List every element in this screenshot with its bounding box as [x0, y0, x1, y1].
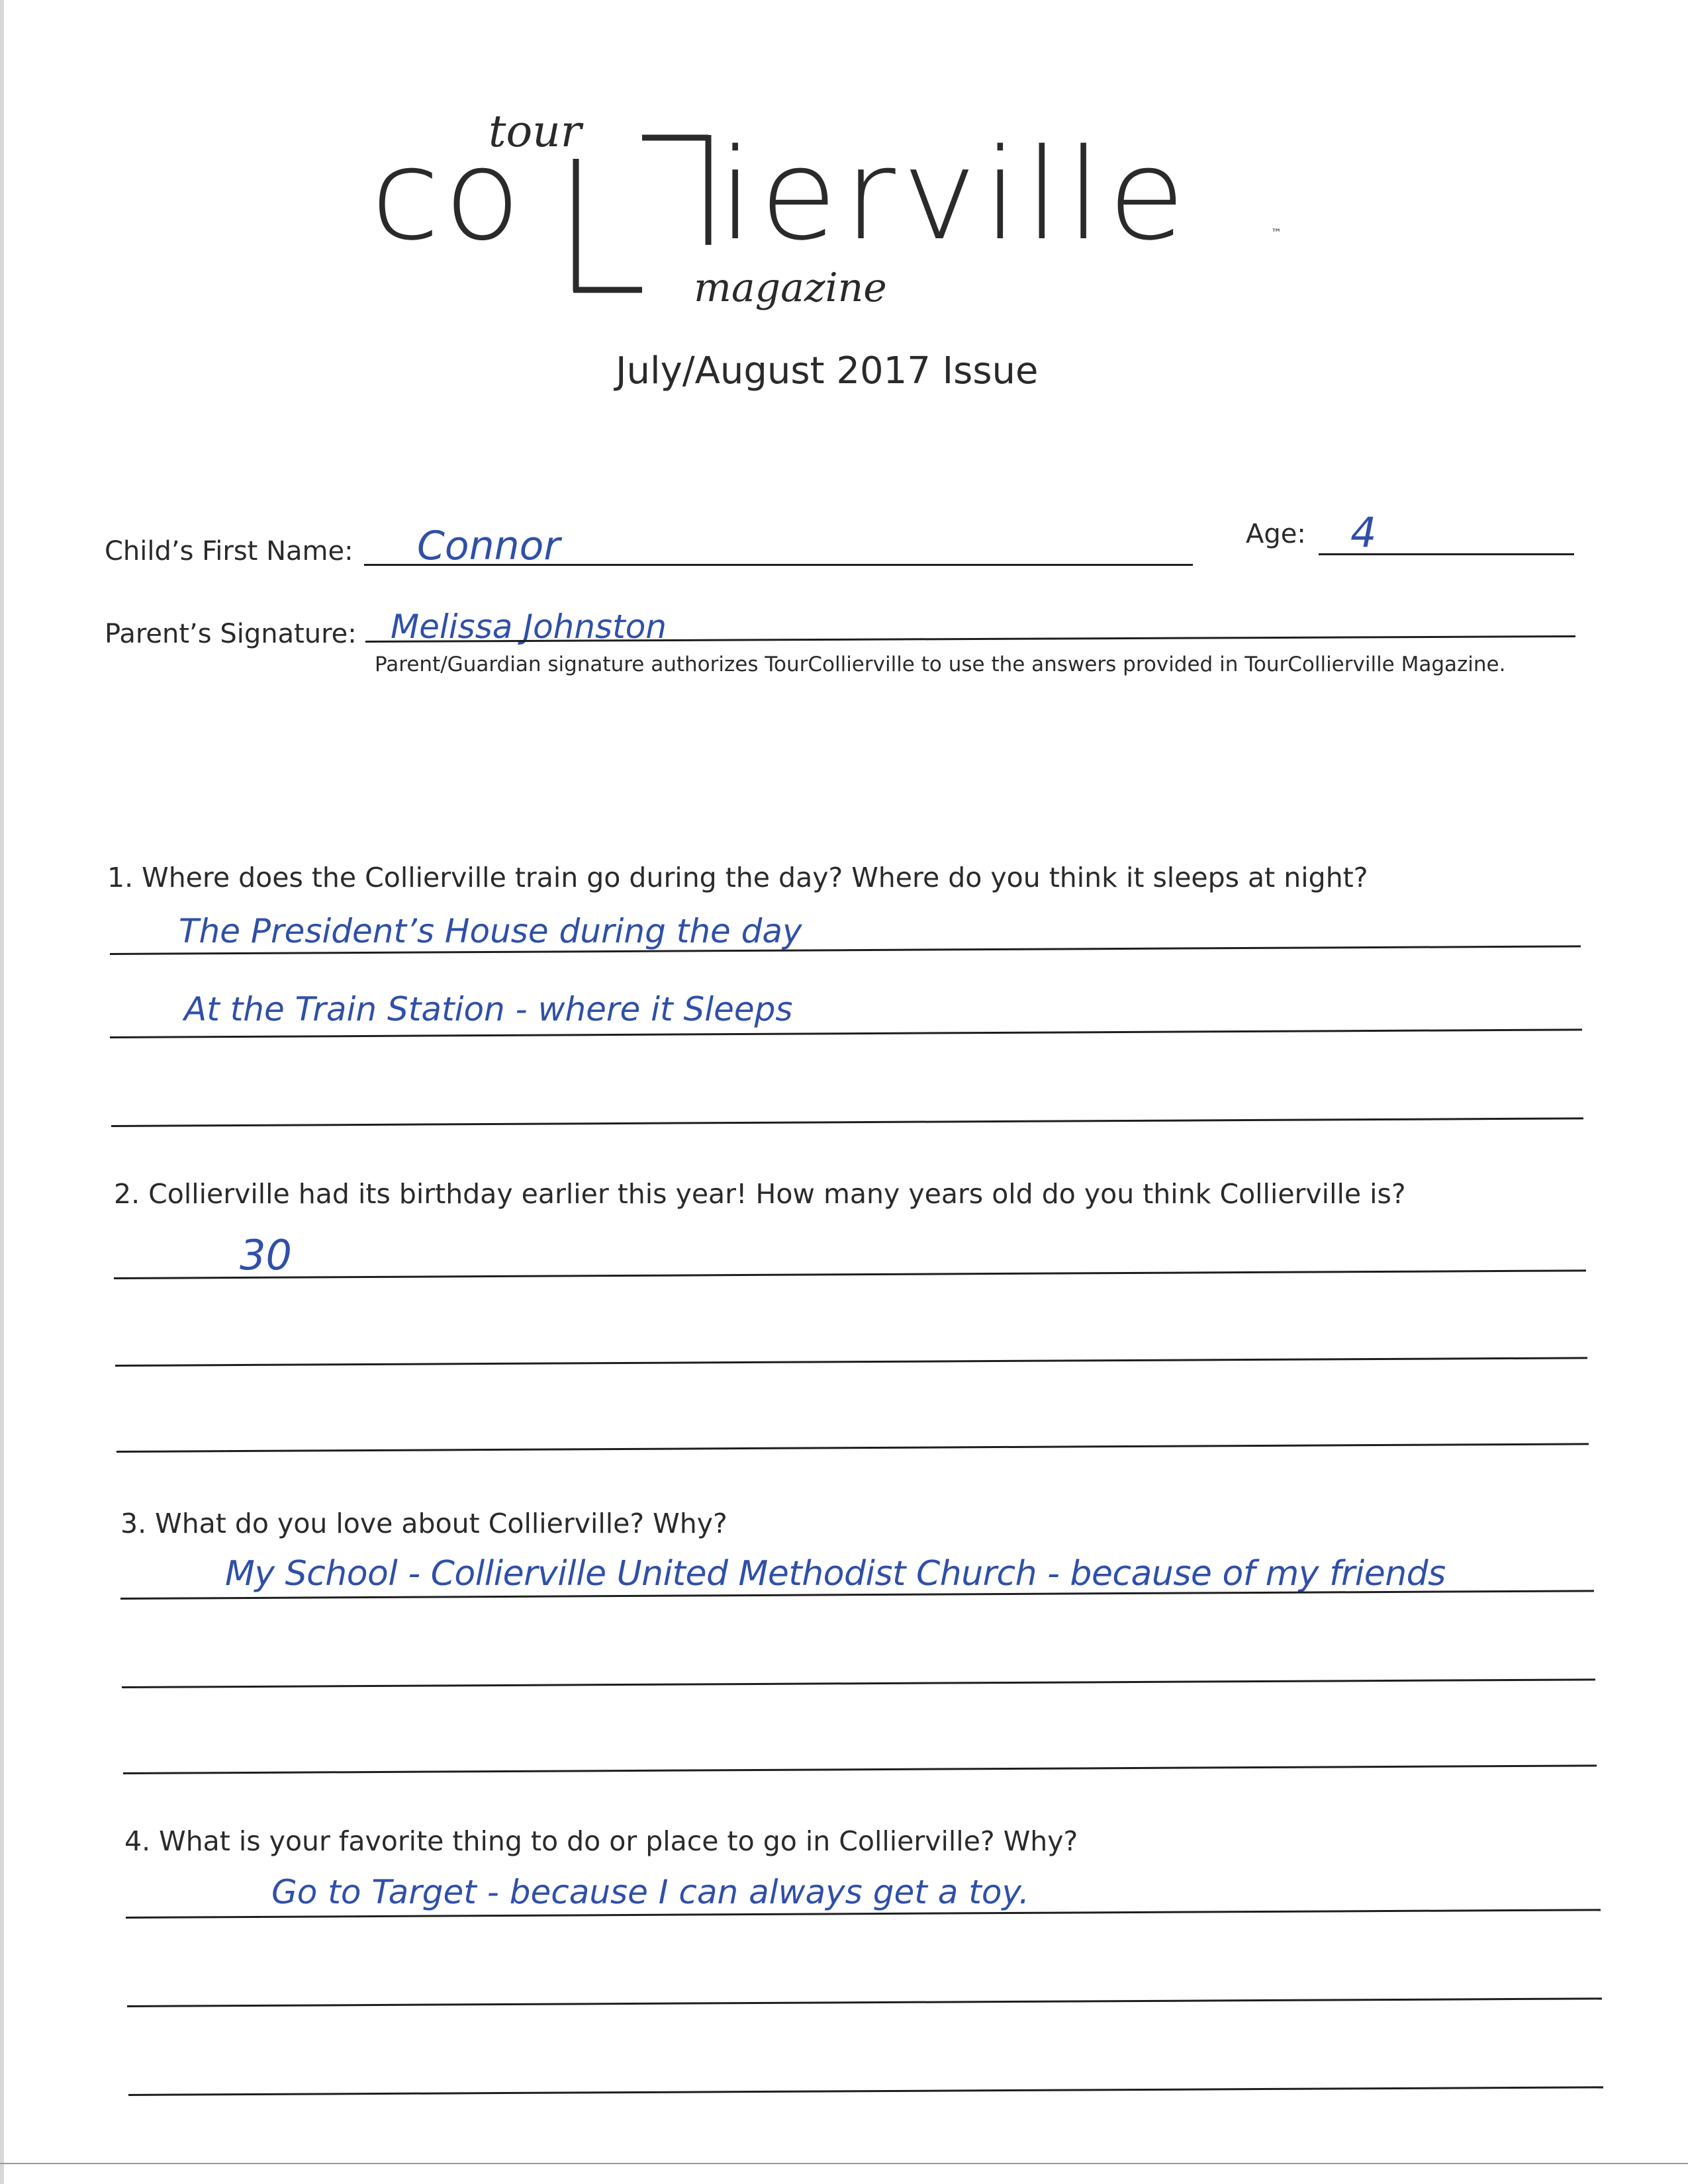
question-1: 1. Where does the Collierville train go during the day? Where do you think it sleeps at night?: [107, 862, 1368, 893]
logo-brand-ierville: ierville: [718, 122, 1192, 268]
issue-title: July/August 2017 Issue: [616, 349, 1039, 392]
answer-line: [111, 1117, 1583, 1127]
answer-2-line-1[interactable]: 30: [240, 1231, 292, 1279]
logo-magazine-word: magazine: [694, 265, 887, 311]
logo-brand-co: co: [371, 122, 525, 268]
age-value[interactable]: 4: [1350, 508, 1377, 557]
question-4: 4. What is your favorite thing to do or place to go in Collierville? Why?: [124, 1825, 1078, 1857]
child-name-value[interactable]: Connor: [417, 523, 561, 569]
logo-trademark: ™: [1271, 226, 1282, 239]
parent-signature-label: Parent’s Signature:: [105, 619, 357, 649]
answer-line: [127, 1997, 1602, 2007]
question-3: 3. What do you love about Collierville? Why?: [120, 1508, 727, 1539]
age-line: [1319, 553, 1574, 555]
signature-disclaimer: Parent/Guardian signature authorizes TourCollierville to use the answers provided in TourCollierville Magazine.: [375, 653, 1506, 676]
child-name-line: [364, 564, 1193, 566]
answer-line: [115, 1357, 1587, 1367]
answer-1-line-2[interactable]: At the Train Station - where it Sleeps: [184, 990, 793, 1028]
answer-line: [128, 2086, 1603, 2096]
answer-line: [117, 1443, 1589, 1453]
age-label: Age:: [1246, 519, 1306, 549]
parent-signature-value[interactable]: Melissa Johnston: [391, 608, 667, 646]
answer-line: [123, 1764, 1597, 1774]
answer-3-line-1[interactable]: My School - Collierville United Methodist Church - because of my friends: [225, 1554, 1446, 1594]
child-name-label: Child’s First Name:: [105, 536, 353, 567]
answer-line: [110, 1028, 1582, 1038]
answer-line: [122, 1678, 1595, 1688]
answer-line: [114, 1269, 1586, 1279]
answer-4-line-1[interactable]: Go to Target - because I can always get a toy.: [271, 1873, 1030, 1911]
answer-1-line-1[interactable]: The President’s House during the day: [179, 912, 802, 950]
logo-tour-word: tour: [489, 106, 582, 157]
question-2: 2. Collierville had its birthday earlier this year! How many years old do you think Collierville is?: [114, 1178, 1406, 1210]
page-bottom-edge: [0, 2163, 1688, 2164]
scan-edge: [0, 0, 4, 2184]
